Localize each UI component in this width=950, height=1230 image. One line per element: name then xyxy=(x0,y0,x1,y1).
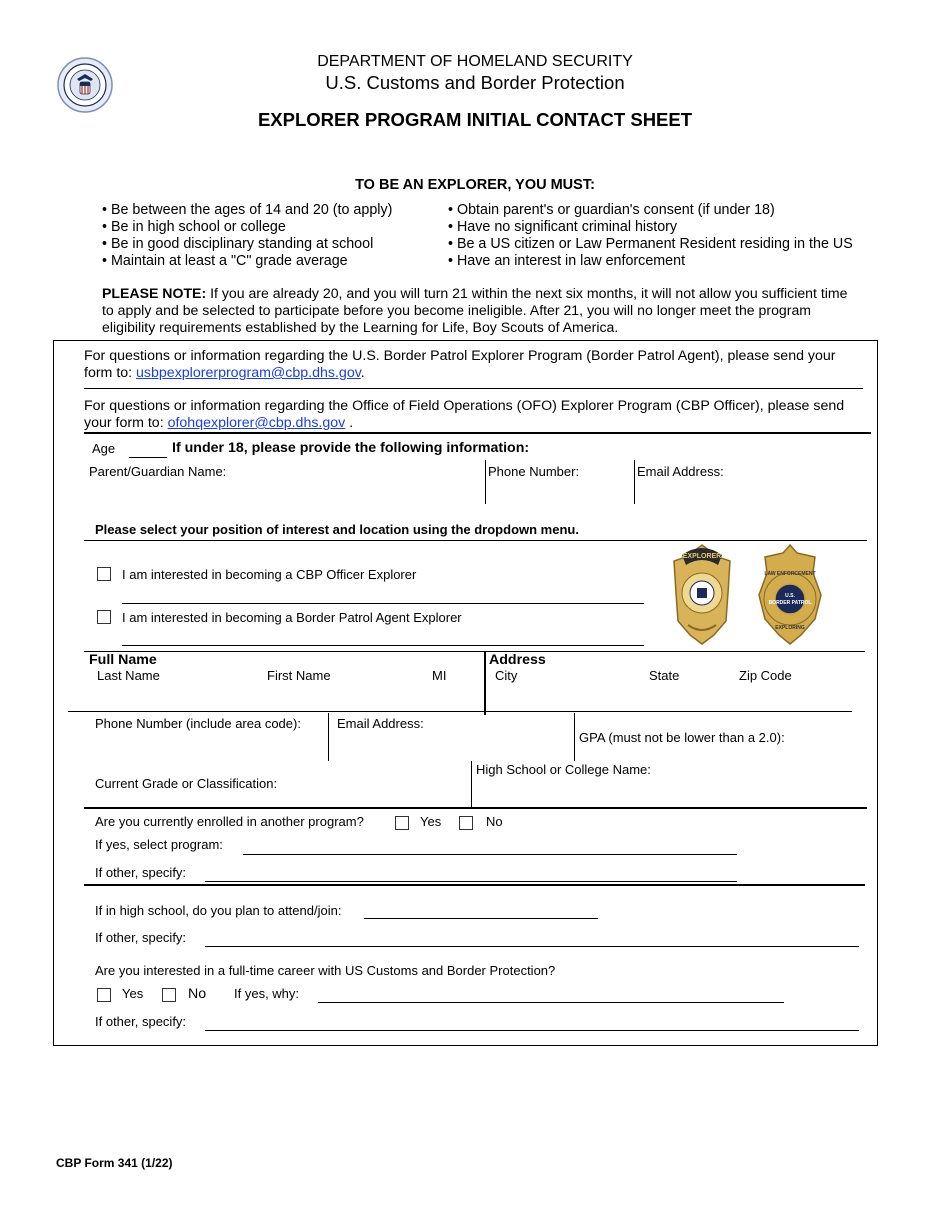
form-number: CBP Form 341 (1/22) xyxy=(56,1156,173,1170)
full-name-heading: Full Name xyxy=(89,652,157,668)
department-name: DEPARTMENT OF HOMELAND SECURITY xyxy=(317,53,633,70)
guardian-email-label: Email Address: xyxy=(637,464,724,479)
career-no-checkbox[interactable] xyxy=(162,988,176,1002)
cbp-officer-checkbox[interactable] xyxy=(97,567,111,581)
divider xyxy=(634,460,635,504)
last-name-label: Last Name xyxy=(97,668,160,683)
career-question: Are you interested in a full-time career with US Customs and Border Protection? xyxy=(95,963,556,978)
divider xyxy=(68,711,852,712)
note-label: PLEASE NOTE: xyxy=(102,285,207,301)
divider xyxy=(328,713,329,761)
requirement-item: • Be in high school or college xyxy=(102,219,286,235)
divider xyxy=(484,651,486,715)
career-yes-checkbox[interactable] xyxy=(97,988,111,1002)
enrolled-question: Are you currently enrolled in another program? xyxy=(95,814,364,829)
divider xyxy=(84,388,863,389)
agent-location-dropdown[interactable] xyxy=(122,645,644,646)
law-enforcement-exploring-badge-image xyxy=(755,543,825,646)
ofo-contact xyxy=(84,398,874,432)
svg-text:BORDER PATROL: BORDER PATROL xyxy=(768,600,812,606)
select-program-label: If yes, select program: xyxy=(95,837,223,852)
requirement-item: • Have an interest in law enforcement xyxy=(448,253,686,269)
mi-label: MI xyxy=(432,668,447,683)
enrolled-no-label: No xyxy=(486,814,503,829)
career-yes-label: Yes xyxy=(122,986,144,1001)
program-dropdown[interactable] xyxy=(243,854,737,855)
position-heading: Please select your position of interest and location using the dropdown menu. xyxy=(95,522,579,537)
border-patrol-agent-checkbox[interactable] xyxy=(97,610,111,624)
divider xyxy=(84,432,871,434)
please-note-paragraph xyxy=(102,285,854,336)
enrolled-yes-label: Yes xyxy=(420,814,442,829)
divider xyxy=(485,460,486,504)
requirement-item: • Obtain parent's or guardian's consent (if under 18) xyxy=(448,202,775,218)
svg-text:U.S.: U.S. xyxy=(785,593,795,599)
badge-explorer-text: EXPLORER xyxy=(682,553,722,560)
program-other-field[interactable] xyxy=(205,881,737,882)
current-grade-label: Current Grade or Classification: xyxy=(95,776,278,791)
gpa-label: GPA (must not be lower than a 2.0): xyxy=(579,730,785,745)
divider xyxy=(84,884,865,886)
state-label: State xyxy=(649,668,680,683)
requirement-item: • Be a US citizen or Law Permanent Resident residing in the US xyxy=(448,236,853,252)
guardian-phone-label: Phone Number: xyxy=(488,464,580,479)
divider xyxy=(471,761,472,808)
requirement-item: • Be between the ages of 14 and 20 (to apply) xyxy=(102,202,393,218)
bp-contact-text: For questions or information regarding the U.S. Border Patrol Explorer Program (Border Patrol Agent), please send your form to: xyxy=(84,348,836,381)
cbp-explorer-badge-image xyxy=(668,543,736,646)
address-heading: Address xyxy=(489,652,546,668)
bp-email-link[interactable]: usbpexplorerprogram@cbp.dhs.gov xyxy=(136,365,361,381)
requirement-item: • Have no significant criminal history xyxy=(448,219,678,235)
high-school-question: If in high school, do you plan to attend/join: xyxy=(95,903,342,918)
requirements-heading: TO BE AN EXPLORER, YOU MUST: xyxy=(355,177,595,193)
school-name-label: High School or College Name: xyxy=(476,762,651,777)
career-why-field[interactable] xyxy=(318,1002,784,1003)
requirements-left-list xyxy=(102,202,392,270)
requirements-right-list xyxy=(448,202,853,270)
note-text: If you are already 20, and you will turn 21 within the next six months, it will not allow you sufficient time to apply and be selected to participate before you become ineligible. After 21, you will no longer meet the program eligibility requirements established by the Learning for Life, Boy Scouts of America. xyxy=(102,285,848,335)
form-title: EXPLORER PROGRAM INITIAL CONTACT SHEET xyxy=(257,109,693,130)
hs-other-label: If other, specify: xyxy=(95,930,187,945)
phone-number-label: Phone Number (include area code): xyxy=(95,716,301,731)
program-other-label: If other, specify: xyxy=(95,865,187,880)
svg-text:LAW ENFORCEMENT: LAW ENFORCEMENT xyxy=(764,571,816,577)
border-patrol-contact xyxy=(84,348,864,382)
city-label: City xyxy=(495,668,518,683)
cbp-officer-label: I am interested in becoming a CBP Officer Explorer xyxy=(122,567,417,582)
agency-name: U.S. Customs and Border Protection xyxy=(325,72,625,93)
divider xyxy=(574,713,575,761)
border-patrol-agent-label: I am interested in becoming a Border Patrol Agent Explorer xyxy=(122,610,462,625)
email-address-label: Email Address: xyxy=(337,716,424,731)
ofo-contact-text: For questions or information regarding the Office of Field Operations (OFO) Explorer Program (CBP Officer), please send your form to: xyxy=(84,398,845,431)
career-why-label: If yes, why: xyxy=(234,986,300,1001)
requirement-item: • Maintain at least a "C" grade average xyxy=(102,253,348,269)
bp-contact-end: . xyxy=(360,365,365,381)
enrolled-no-checkbox[interactable] xyxy=(459,816,473,830)
divider xyxy=(84,807,867,809)
officer-location-dropdown[interactable] xyxy=(122,603,644,604)
divider xyxy=(84,540,867,541)
svg-text:EXPLORING: EXPLORING xyxy=(775,625,805,631)
age-field[interactable] xyxy=(129,457,167,458)
career-other-field[interactable] xyxy=(205,1030,859,1031)
divider xyxy=(84,651,865,652)
career-other-label: If other, specify: xyxy=(95,1014,187,1029)
enrolled-yes-checkbox[interactable] xyxy=(395,816,409,830)
ofo-email-link[interactable]: ofohqexplorer@cbp.dhs.gov xyxy=(167,415,346,431)
ofo-contact-end: . xyxy=(345,415,354,431)
hs-other-field[interactable] xyxy=(205,946,859,947)
guardian-name-label: Parent/Guardian Name: xyxy=(89,464,227,479)
requirement-item: • Be in good disciplinary standing at school xyxy=(102,236,374,252)
age-label: Age xyxy=(92,441,116,456)
under-18-heading: If under 18, please provide the following information: xyxy=(172,440,530,456)
high-school-dropdown[interactable] xyxy=(364,918,598,919)
first-name-label: First Name xyxy=(267,668,331,683)
zip-code-label: Zip Code xyxy=(739,668,792,683)
career-no-label: No xyxy=(188,986,207,1002)
